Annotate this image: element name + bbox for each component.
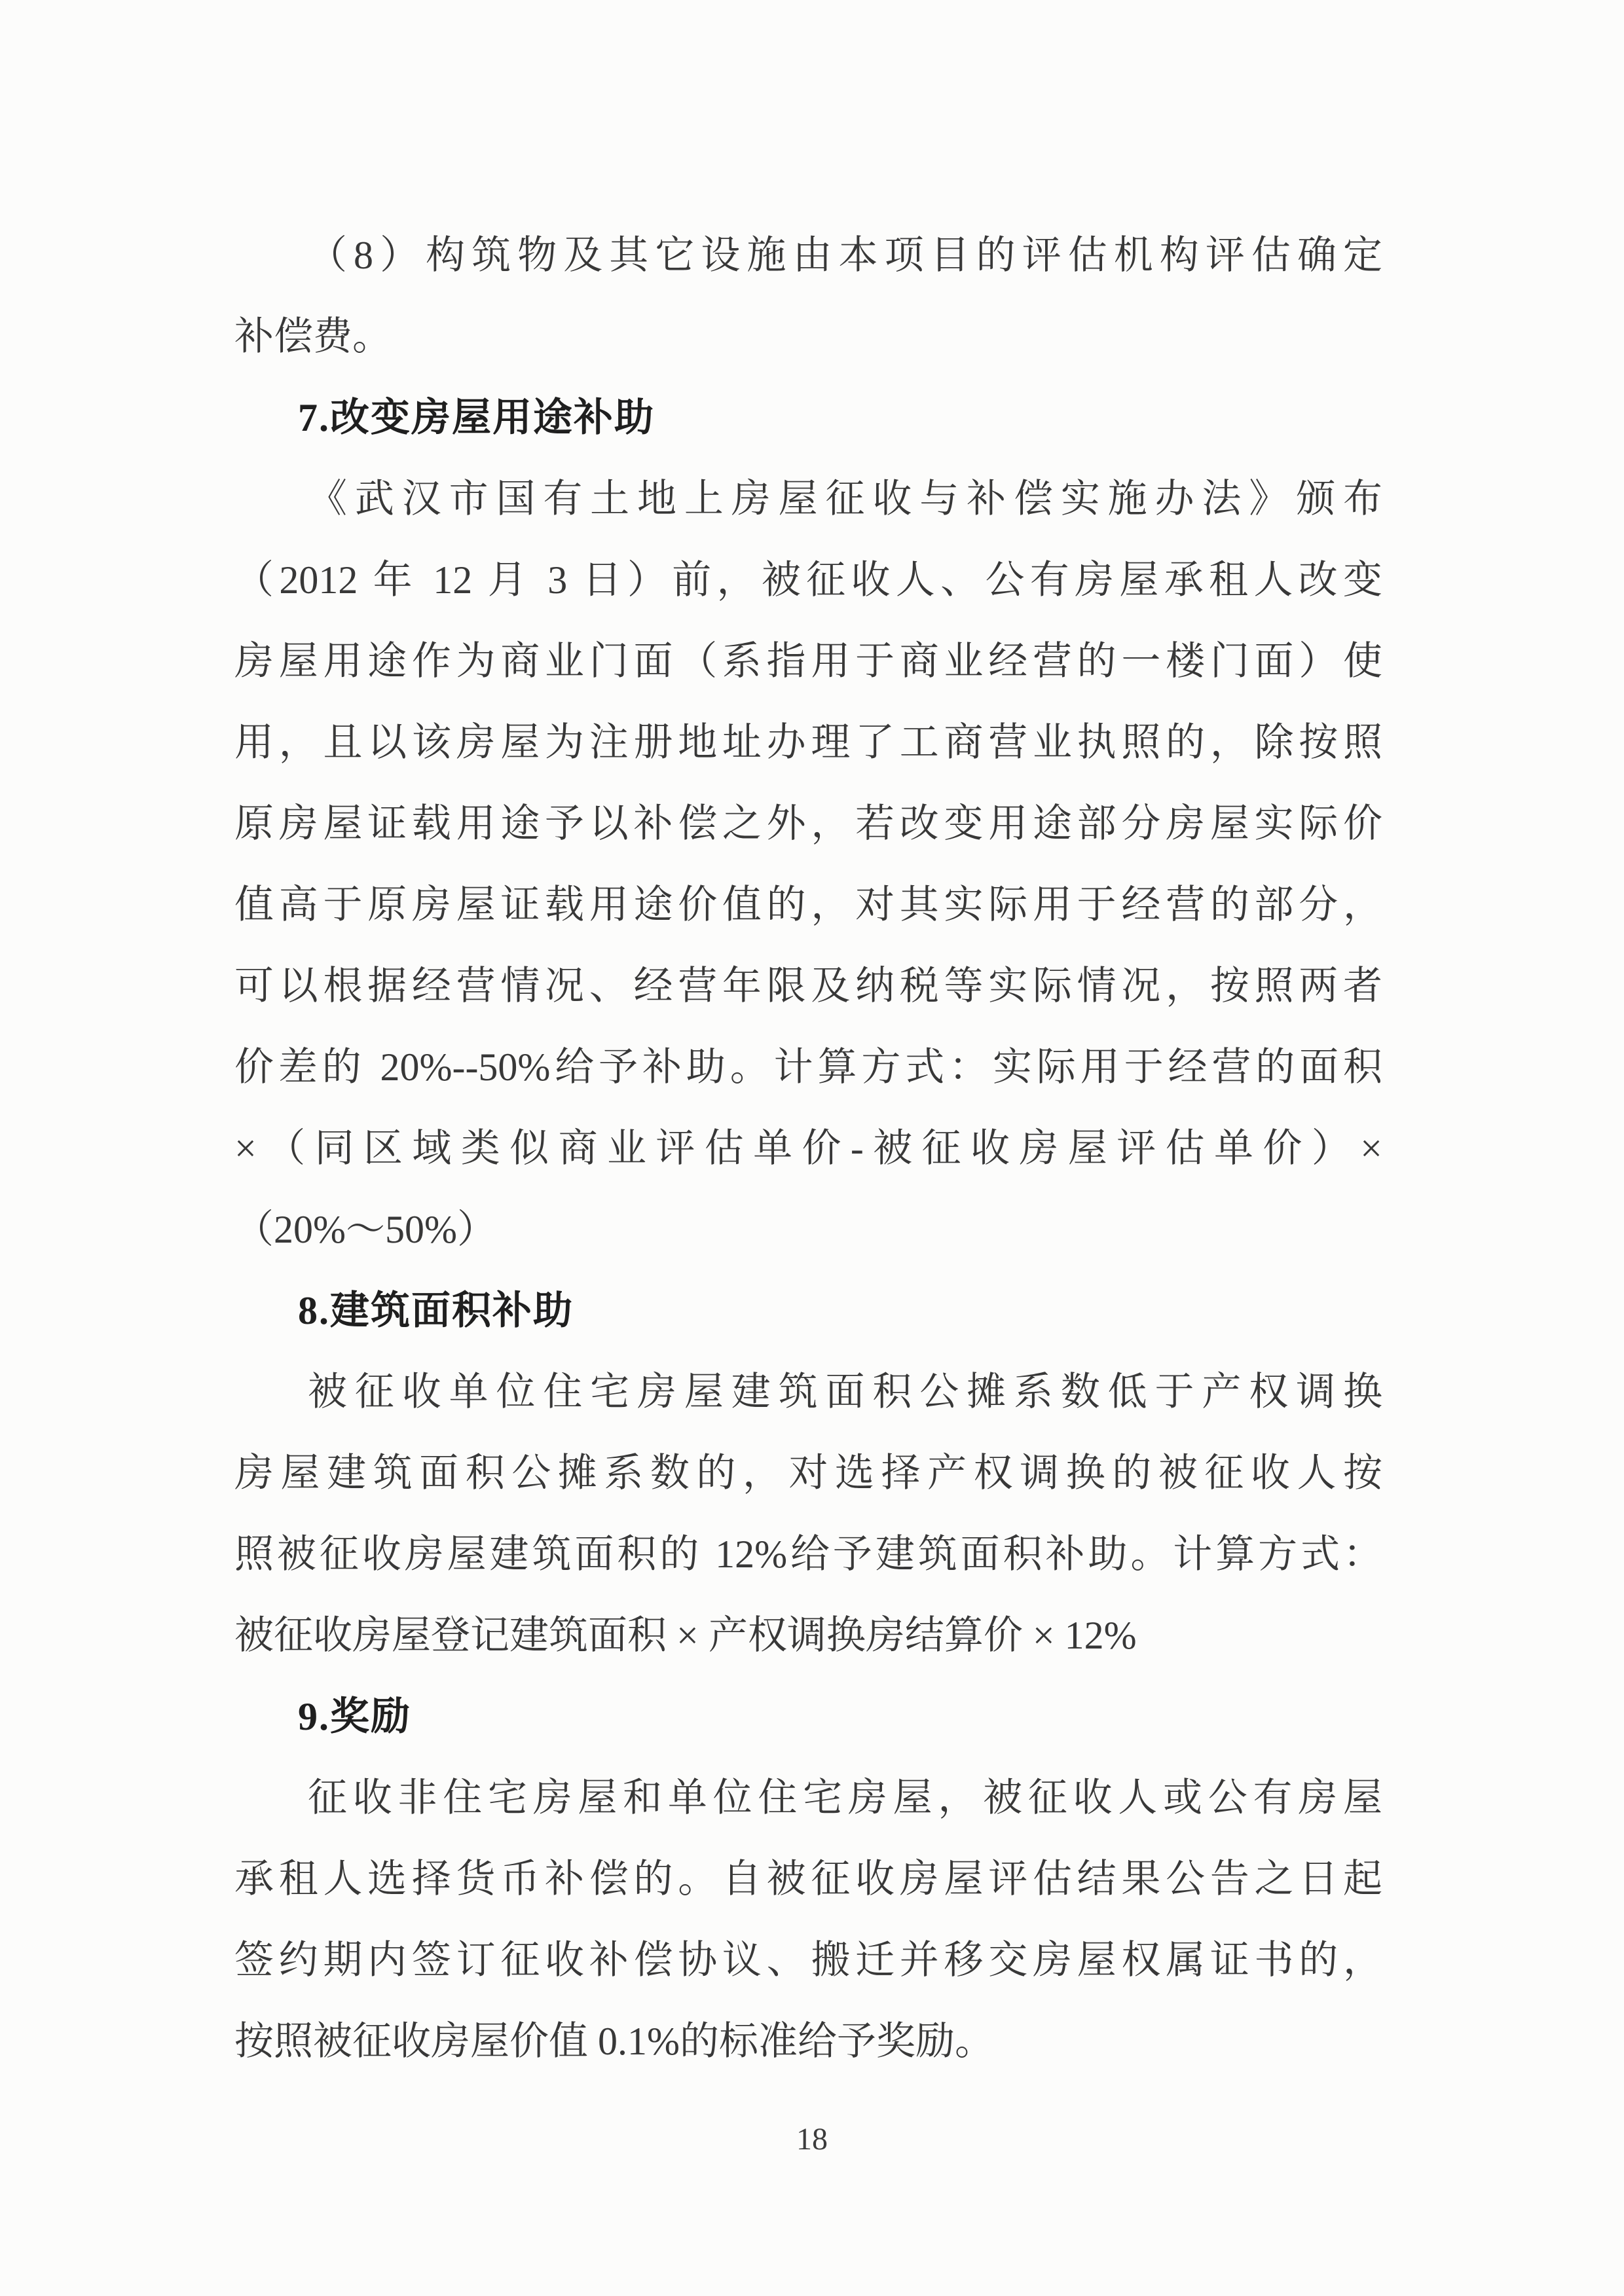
body-line: 价差的 20%--50%给予补助。计算方式：实际用于经营的面积: [234, 1046, 1382, 1089]
document-body: [234, 215, 1382, 2082]
body-line: ×（同区域类似商业评估单价-被征收房屋评估单价）×: [234, 1127, 1382, 1170]
body-line: 房屋用途作为商业门面（系指用于商业经营的一楼门面）使: [234, 640, 1382, 683]
body-line: （2012 年 12 月 3 日）前，被征收人、公有房屋承租人改变: [234, 558, 1382, 602]
body-line: 签约期内签订征收补偿协议、搬迁并移交房屋权属证书的，: [234, 1939, 1382, 1982]
body-line: 承租人选择货币补偿的。自被征收房屋评估结果公告之日起: [234, 1857, 1382, 1901]
body-line: （8）构筑物及其它设施由本项目的评估机构评估确定: [308, 234, 1382, 277]
body-line: 被征收单位住宅房屋建筑面积公摊系数低于产权调换: [308, 1370, 1382, 1413]
heading-9-reward: 9.奖励: [298, 1695, 411, 1738]
heading-8-floor-area-subsidy: 8.建筑面积补助: [298, 1289, 574, 1332]
heading-7-change-of-use-subsidy: 7.改变房屋用途补助: [298, 396, 655, 439]
body-line: 可以根据经营情况、经营年限及纳税等实际情况，按照两者: [234, 964, 1382, 1008]
page-number: 18: [796, 2122, 828, 2157]
body-line: 《武汉市国有土地上房屋征收与补偿实施办法》颁布: [308, 477, 1382, 520]
body-line: 征收非住宅房屋和单位住宅房屋，被征收人或公有房屋: [308, 1776, 1382, 1819]
body-line: 被征收房屋登记建筑面积 × 产权调换房结算价 × 12%: [234, 1614, 1137, 1657]
body-line: 用，且以该房屋为注册地址办理了工商营业执照的，除按照: [234, 721, 1382, 764]
body-line: 房屋建筑面积公摊系数的，对选择产权调换的被征收人按: [234, 1451, 1382, 1495]
body-line: （20%～50%）: [234, 1208, 496, 1251]
body-line: 原房屋证载用途予以补偿之外，若改变用途部分房屋实际价: [234, 802, 1382, 845]
body-line: 值高于原房屋证载用途价值的，对其实际用于经营的部分，: [234, 883, 1382, 926]
body-line: 补偿费。: [234, 315, 392, 358]
body-line: 按照被征收房屋价值 0.1%的标准给予奖励。: [234, 2020, 994, 2063]
body-line: 照被征收房屋建筑面积的 12%给予建筑面积补助。计算方式：: [234, 1533, 1382, 1576]
